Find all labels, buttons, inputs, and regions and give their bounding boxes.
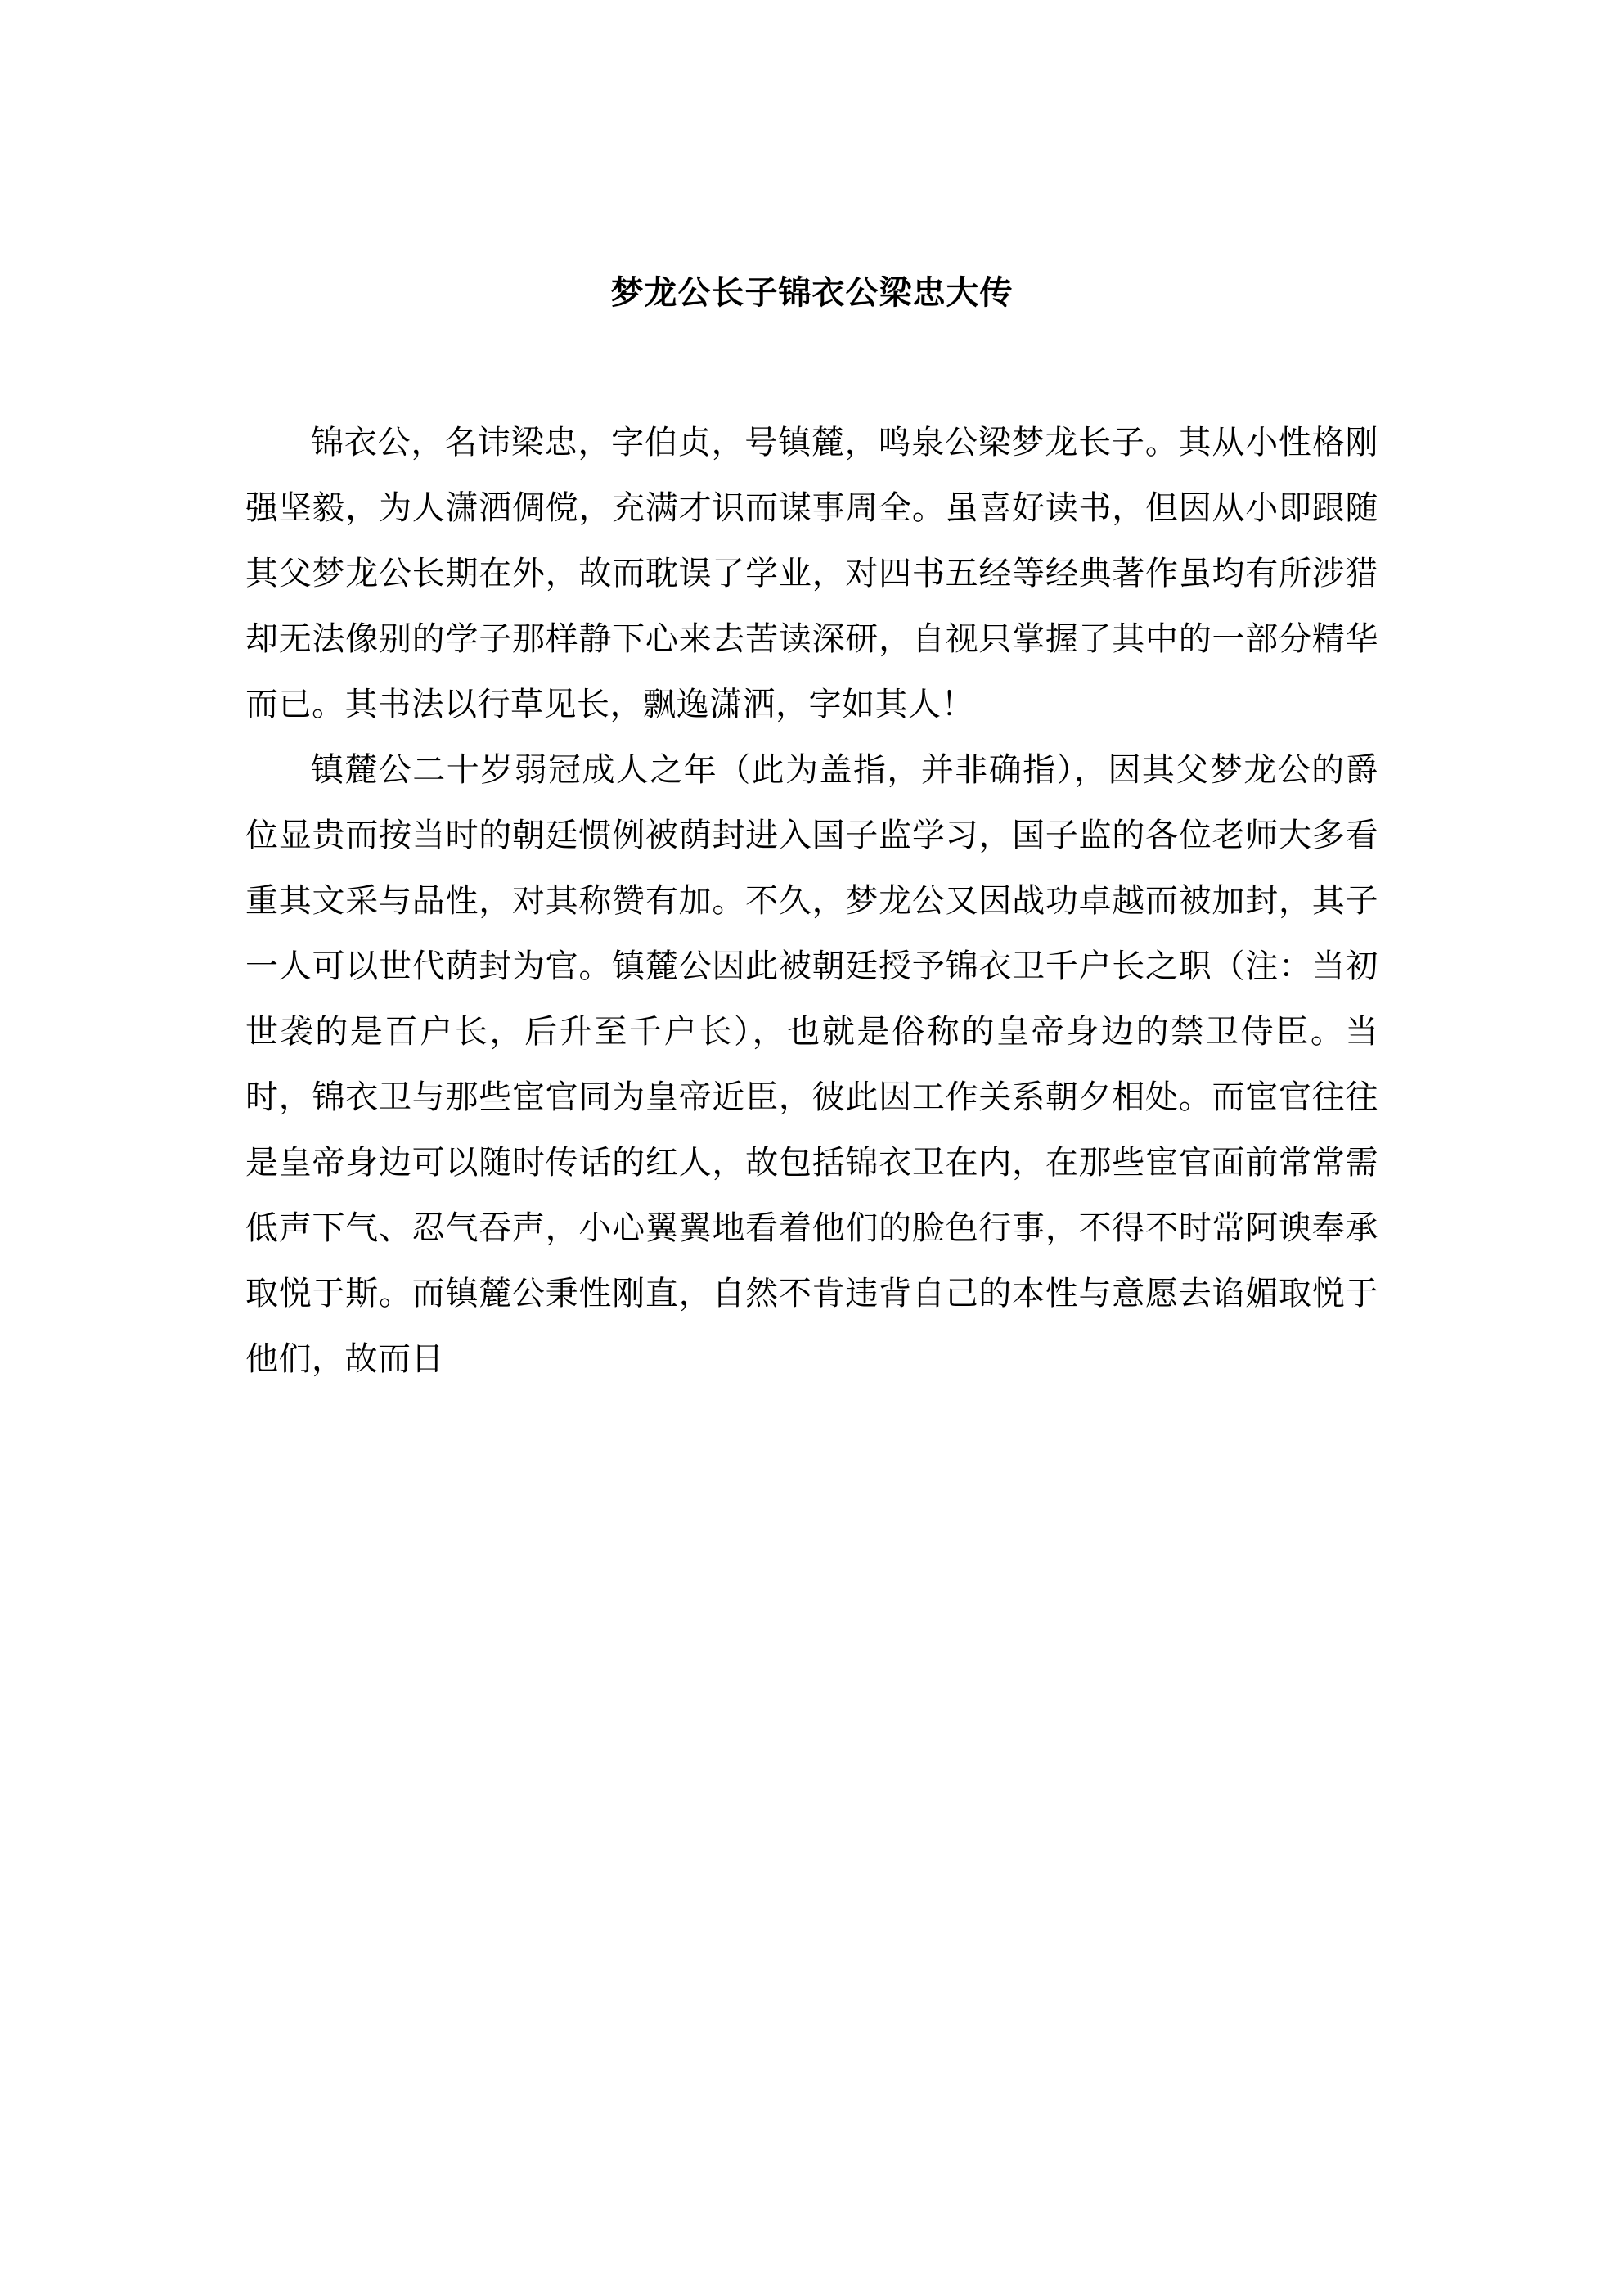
page-title: 梦龙公长子锦衣公梁忠大传 (610, 275, 1014, 311)
document-body (245, 270, 1378, 1392)
paragraph-2: 镇麓公二十岁弱冠成人之年（此为盖指，并非确指），因其父梦龙公的爵位显贵而按当时的朝廷惯例被荫封进入国子监学习，国子监的各位老师大多看重其文采与品性，对其称赞有加。不久，梦龙公又因战功卓越而被加封，其子一人可以世代荫封为官。镇麓公因此被朝廷授予锦衣卫千户长之职（注：当初世袭的是百户长，后升至千户长），也就是俗称的皇帝身边的禁卫侍臣。当时，锦衣卫与那些宦官同为皇帝近臣，彼此因工作关系朝夕相处。而宦官往往是皇帝身边可以随时传话的红人，故包括锦衣卫在内，在那些宦官面前常常需低声下气、忍气吞声，小心翼翼地看着他们的脸色行事，不得不时常阿谀奉承取悦于斯。而镇麓公秉性刚直，自然不肯违背自己的本性与意愿去谄媚取悦于他们，故而日 (245, 751, 1378, 1377)
paragraph-1: 锦衣公，名讳梁忠，字伯贞，号镇麓，鸣泉公梁梦龙长子。其从小性格刚强坚毅，为人潇洒倜傥，充满才识而谋事周全。虽喜好读书，但因从小即跟随其父梦龙公长期在外，故而耽误了学业，对四书五经等经典著作虽均有所涉猎却无法像别的学子那样静下心来去苦读深研，自视只掌握了其中的一部分精华而已。其书法以行草见长，飘逸潇洒，字如其人！ (245, 424, 1378, 723)
